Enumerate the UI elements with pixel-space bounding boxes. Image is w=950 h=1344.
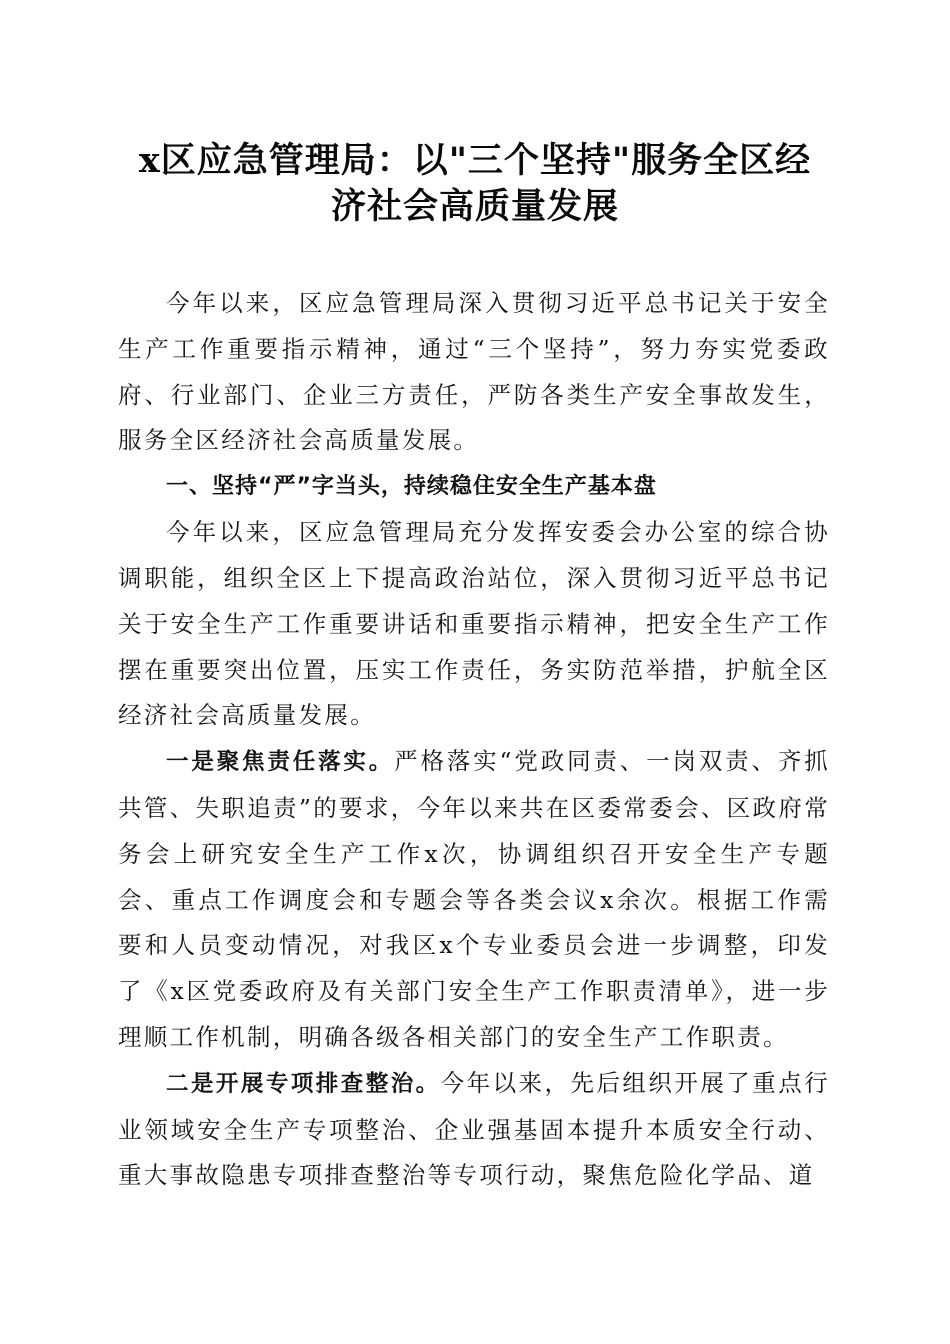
section-1-heading: 一、坚持“严”字当头，持续稳住安全生产基本盘	[166, 474, 657, 500]
title-line-1: x区应急管理局：以"三个坚持"服务全区经	[138, 140, 812, 181]
item-1-text: 严格落实“党政同责、一岗双责、齐抓共管、失职追责”的要求，今年以来共在区委常委会、区政府常务会上研究安全生产工作x次，协调组织召开安全生产专题会、重点工作调度会和专题会等各类会议x余次。根据工作需要和人员变动情况，对我区x个专业委员会进一步调整，印发了《x区党委政府及有关部门安全生产工作职责清单》，进一步理顺工作机制，明确各级各相关部门的安全生产工作职责。	[118, 747, 830, 1051]
document-body	[118, 281, 830, 1199]
section-1-paragraph: 今年以来，区应急管理局充分发挥安委会办公室的综合协调职能，组织全区上下提高政治站位，深入贯彻习近平总书记关于安全生产工作重要讲话和重要指示精神，把安全生产工作摆在重要突出位置，压实工作责任，务实防范举措，护航全区经济社会高质量发展。	[118, 518, 830, 730]
item-1-paragraph	[118, 739, 830, 1061]
intro-paragraph: 今年以来，区应急管理局深入贯彻习近平总书记关于安全生产工作重要指示精神，通过“三个坚持”，努力夯实党委政府、行业部门、企业三方责任，严防各类生产安全事故发生，服务全区经济社会高质量发展。	[118, 289, 830, 455]
item-2-lead: 二是开展专项排查整治。	[166, 1070, 441, 1097]
title-line-2: 济社会高质量发展	[330, 186, 619, 227]
item-2-paragraph	[118, 1061, 830, 1199]
item-2-text: 今年以来，先后组织开展了重点行业领域安全生产专项整治、企业强基固本提升本质安全行动、重大事故隐患专项排查整治等专项行动，聚焦危险化学品、道	[118, 1068, 831, 1190]
document-title	[110, 138, 840, 230]
item-1-lead: 一是聚焦责任落实。	[166, 749, 395, 776]
